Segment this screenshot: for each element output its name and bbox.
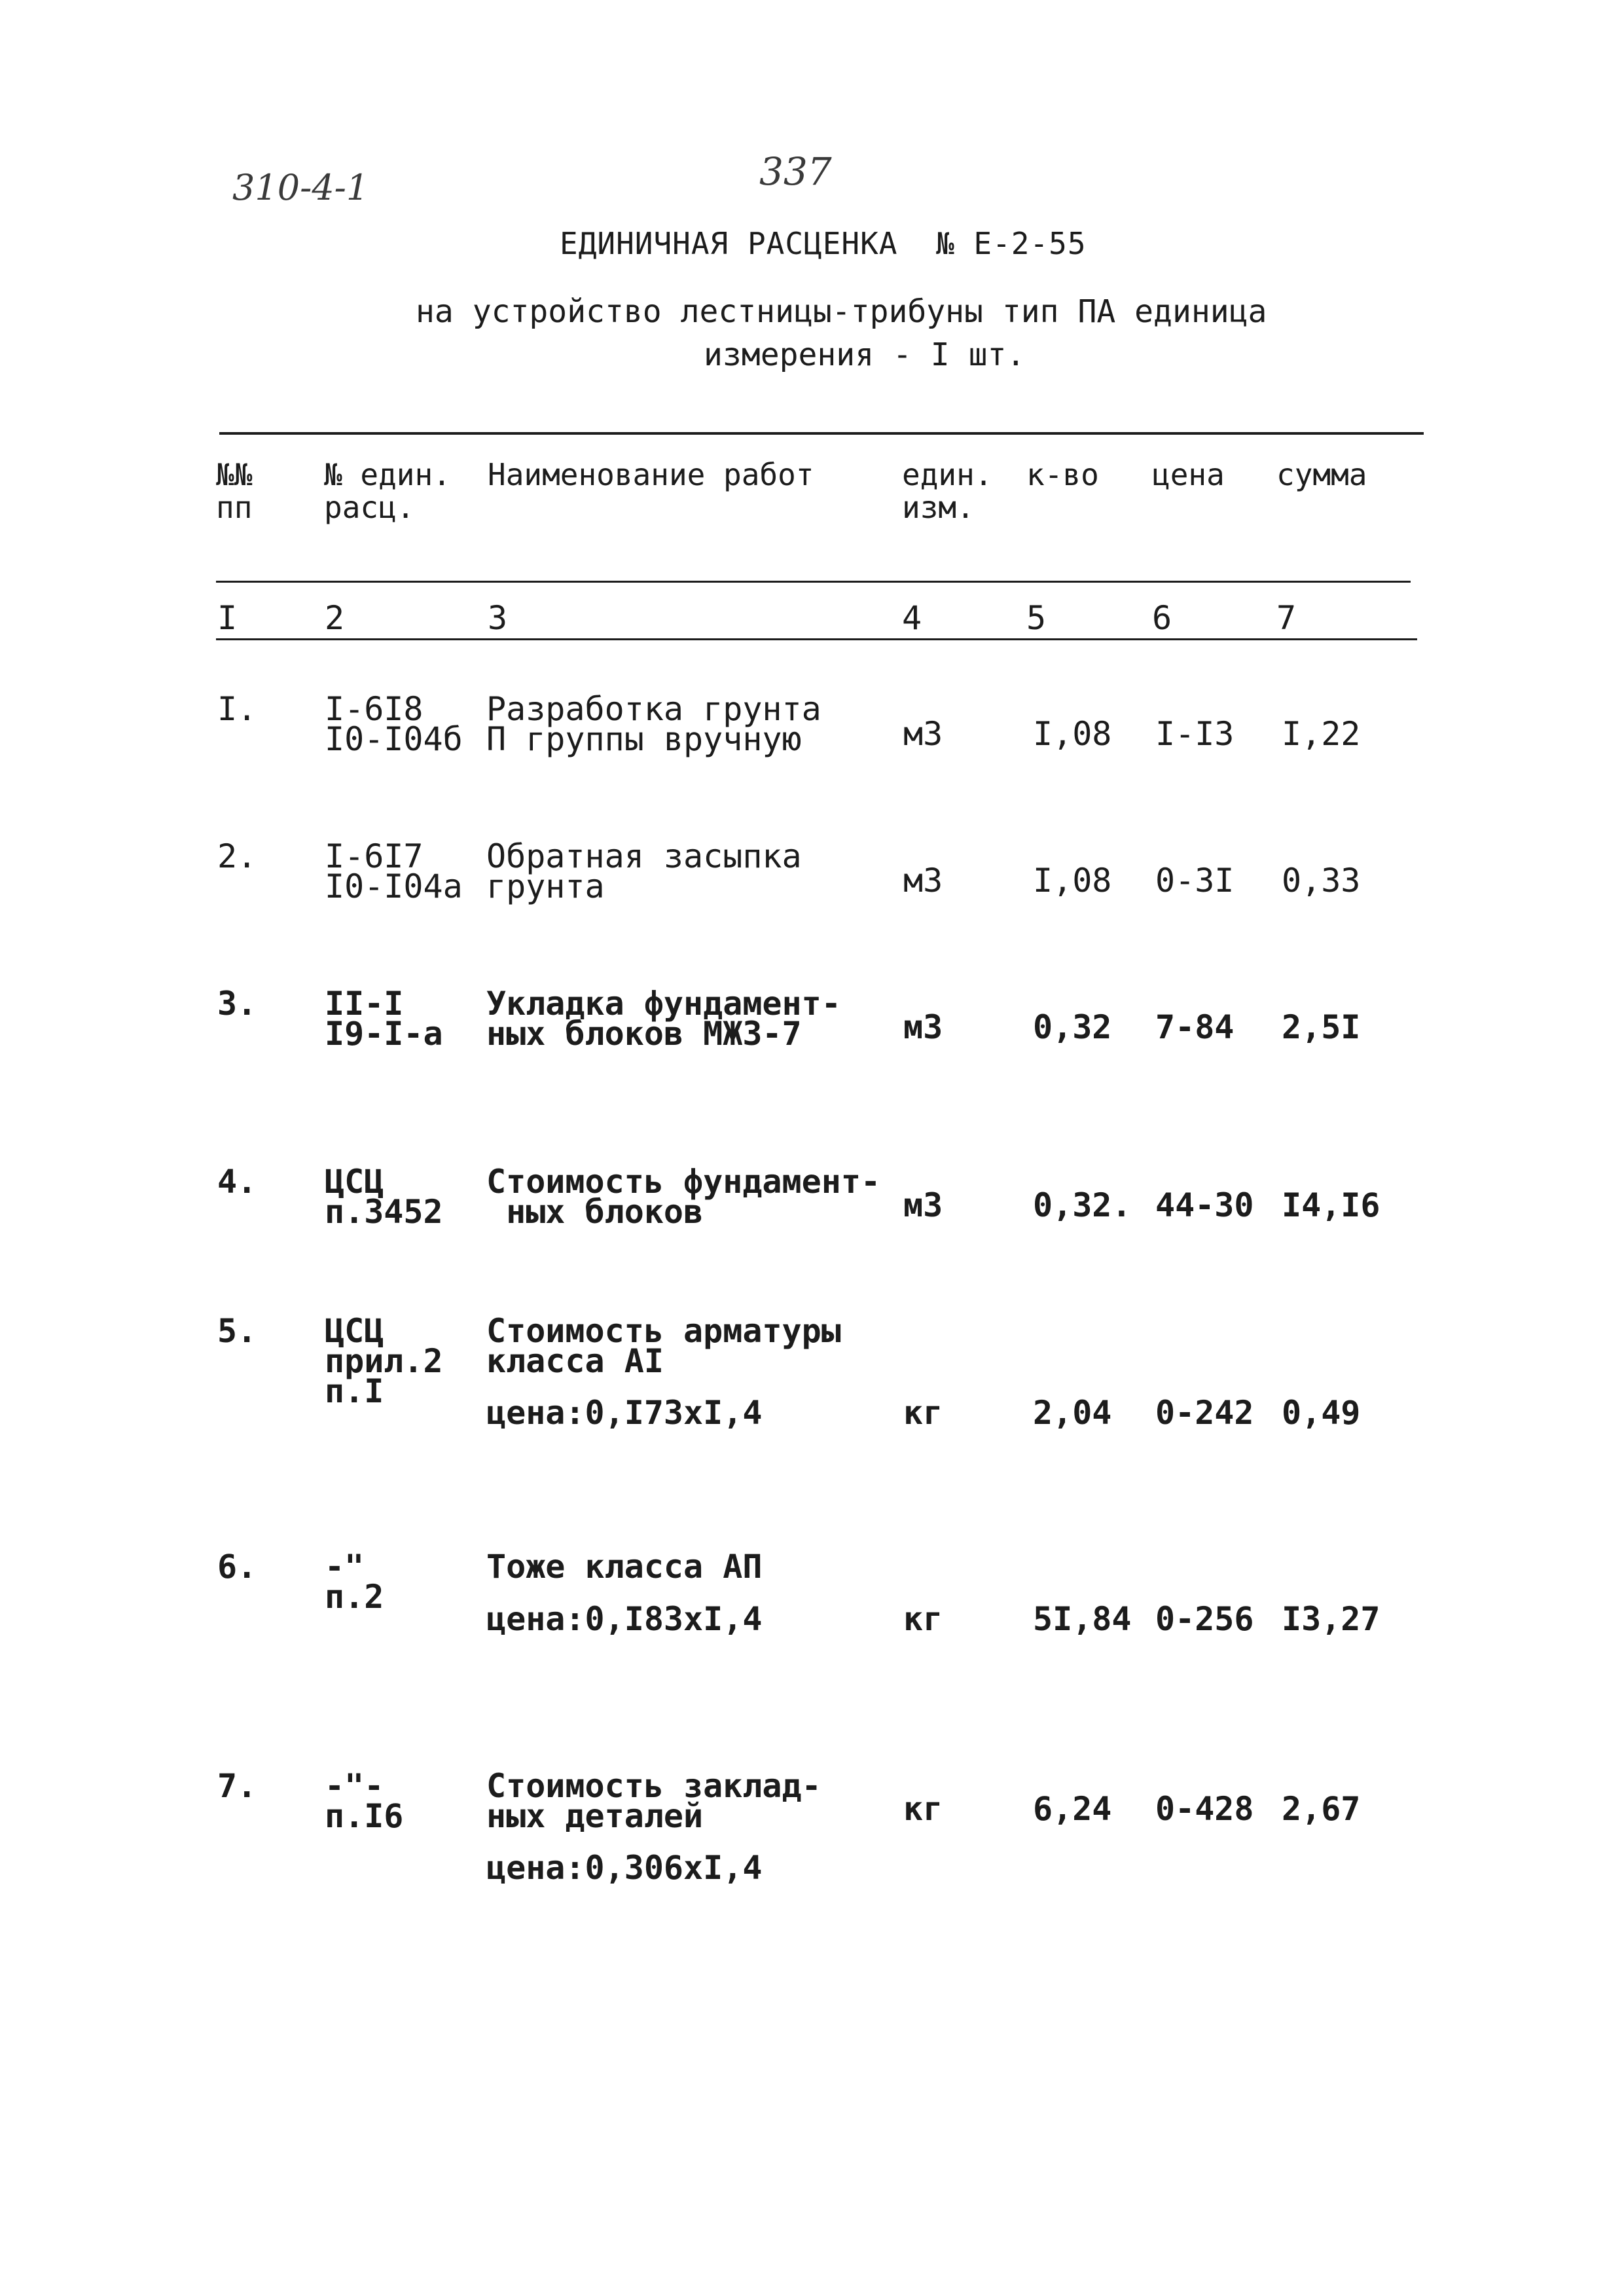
row-2-price: 0-3I xyxy=(1155,862,1235,900)
row-7-number: 7. xyxy=(217,1767,257,1805)
row-3-sum: 2,5I xyxy=(1282,1008,1361,1046)
row-1-number: I. xyxy=(217,690,257,728)
column-number-7: 7 xyxy=(1276,599,1297,637)
row-4-quantity: 0,32. xyxy=(1033,1186,1132,1224)
title-line-2: на устройство лестницы-трибуны тип ПА единица xyxy=(416,293,1267,330)
row-5-number: 5. xyxy=(217,1312,257,1350)
table-top-rule xyxy=(219,432,1424,435)
row-1-sum: I,22 xyxy=(1282,715,1361,753)
column-number-5: 5 xyxy=(1026,599,1047,637)
column-number-1: I xyxy=(217,599,238,637)
row-6-price: 0-256 xyxy=(1155,1600,1254,1638)
header-item-number: №№ пп xyxy=(216,457,253,525)
row-4-price-ref: ЦСЦ п.3452 xyxy=(325,1163,443,1231)
row-1-quantity: I,08 xyxy=(1033,715,1112,753)
document-title: ЕДИНИЧНАЯ РАСЦЕНКА xyxy=(560,226,898,261)
column-numbers-rule xyxy=(216,638,1417,640)
row-7-sum: 2,67 xyxy=(1282,1790,1361,1828)
column-number-3: 3 xyxy=(488,599,508,637)
header-sum: сумма xyxy=(1276,457,1367,492)
column-number-2: 2 xyxy=(325,599,345,637)
row-5-quantity: 2,04 xyxy=(1033,1394,1112,1432)
row-7-formula: цена:0,306хI,4 xyxy=(486,1849,763,1887)
row-4-number: 4. xyxy=(217,1163,257,1201)
row-4-sum: I4,I6 xyxy=(1282,1186,1380,1224)
column-number-6: 6 xyxy=(1152,599,1172,637)
row-6-formula: цена:0,I83хI,4 xyxy=(486,1600,763,1638)
row-2-unit: м3 xyxy=(903,862,943,900)
price-code: № Е-2-55 xyxy=(936,226,1087,261)
row-3-number: 3. xyxy=(217,985,257,1023)
row-4-price: 44-30 xyxy=(1155,1186,1254,1224)
row-6-work-name: Тоже класса АП xyxy=(486,1548,763,1586)
row-6-quantity: 5I,84 xyxy=(1033,1600,1132,1638)
row-6-number: 6. xyxy=(217,1548,257,1586)
column-number-4: 4 xyxy=(902,599,922,637)
header-price-ref: № един. расц. xyxy=(324,457,451,525)
header-unit: един. изм. xyxy=(902,457,993,525)
row-3-quantity: 0,32 xyxy=(1033,1008,1112,1046)
row-4-work-name: Стоимость фундамент- ных блоков xyxy=(486,1163,881,1231)
header-quantity: к-во xyxy=(1026,457,1099,492)
row-5-price: 0-242 xyxy=(1155,1394,1254,1432)
row-1-work-name: Разработка грунта П группы вручную xyxy=(486,690,821,758)
row-2-work-name: Обратная засыпка грунта xyxy=(486,837,802,905)
row-3-price: 7-84 xyxy=(1155,1008,1235,1046)
row-5-unit: кг xyxy=(903,1394,943,1432)
row-7-price: 0-428 xyxy=(1155,1790,1254,1828)
row-3-work-name: Укладка фундамент- ных блоков МЖЗ-7 xyxy=(486,985,841,1053)
page-number: 337 xyxy=(759,149,832,194)
row-2-quantity: I,08 xyxy=(1033,862,1112,900)
row-6-price-ref: -" п.2 xyxy=(325,1548,384,1616)
row-6-unit: кг xyxy=(903,1600,943,1638)
header-bottom-rule xyxy=(216,581,1411,583)
row-7-price-ref: -"- п.I6 xyxy=(325,1767,404,1835)
stamp-code: 310-4-1 xyxy=(232,167,369,208)
header-price: цена xyxy=(1152,457,1225,492)
row-6-sum: I3,27 xyxy=(1282,1600,1380,1638)
row-4-unit: м3 xyxy=(903,1186,943,1224)
row-3-unit: м3 xyxy=(903,1008,943,1046)
row-2-sum: 0,33 xyxy=(1282,862,1361,900)
row-1-price: I-I3 xyxy=(1155,715,1235,753)
header-work-name: Наименование работ xyxy=(488,457,814,492)
row-7-work-name: Стоимость заклад- ных деталей xyxy=(486,1767,821,1835)
row-2-price-ref: I-6I7 I0-I04а xyxy=(325,837,463,905)
row-2-number: 2. xyxy=(217,837,257,875)
row-5-sum: 0,49 xyxy=(1282,1394,1361,1432)
row-1-unit: м3 xyxy=(903,715,943,753)
row-7-quantity: 6,24 xyxy=(1033,1790,1112,1828)
row-1-price-ref: I-6I8 I0-I04б xyxy=(325,690,463,758)
row-7-unit: кг xyxy=(903,1790,943,1828)
row-5-price-ref: ЦСЦ прил.2 п.I xyxy=(325,1312,443,1410)
title-line-3: измерения - I шт. xyxy=(704,337,1026,373)
row-5-formula: цена:0,I73хI,4 xyxy=(486,1394,763,1432)
row-5-work-name: Стоимость арматуры класса АI xyxy=(486,1312,841,1380)
row-3-price-ref: II-I I9-I-а xyxy=(325,985,443,1053)
